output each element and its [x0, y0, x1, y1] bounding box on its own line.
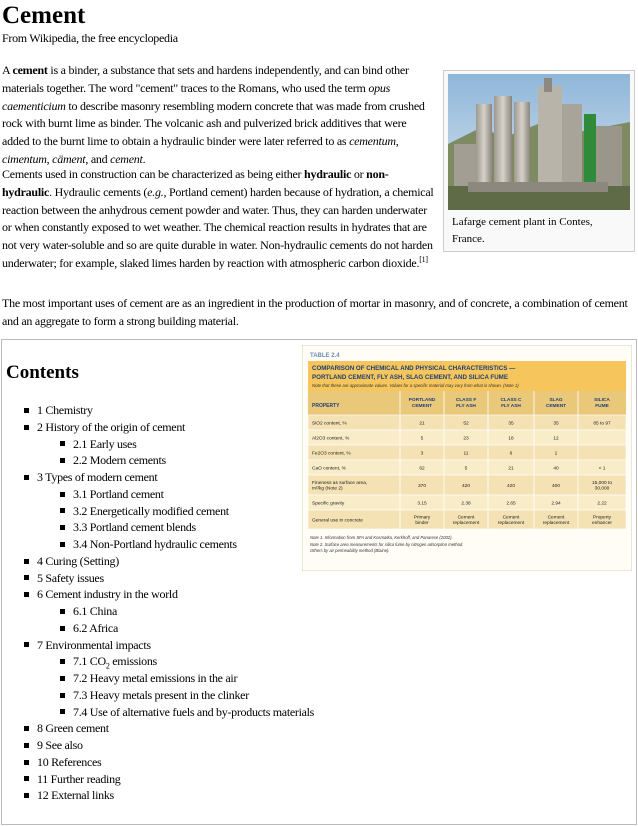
toc-item[interactable] [60, 670, 237, 686]
italic-term-cementum: cementum [349, 134, 396, 149]
toc-item[interactable] [24, 754, 101, 770]
table-cell: CaO content, % [312, 466, 346, 472]
toc-item[interactable] [24, 787, 114, 803]
italic-eg: e.g., [147, 184, 167, 199]
toc-item[interactable] [24, 553, 119, 569]
table-column-header: SLAG CEMENT [545, 398, 567, 409]
table-cell: Primary binder [413, 515, 431, 527]
toc-item[interactable] [24, 771, 120, 787]
table-cell: Al2O3 content, % [312, 436, 350, 442]
bullet-icon [24, 475, 29, 480]
text-run: , [395, 134, 399, 149]
table-cell: 5 [464, 466, 468, 472]
table-cell: 420 [506, 484, 516, 489]
table-cell: 21 [508, 466, 514, 472]
toc-item-label[interactable]: 10 References [37, 754, 102, 769]
toc-item[interactable] [24, 737, 83, 753]
page-subtitle: From Wikipedia, the free encyclopedia [2, 31, 178, 45]
table-cell: 2.22 [597, 501, 607, 507]
table-label: TABLE 2.4 [310, 353, 340, 359]
bullet-icon [24, 760, 29, 765]
toc-item[interactable] [60, 704, 314, 720]
text-run: A [2, 63, 13, 77]
toc-item-label[interactable]: 11 Further reading [37, 771, 121, 786]
text-run: , and [85, 151, 111, 166]
table-cell: 6 [509, 451, 513, 457]
bullet-icon [24, 408, 29, 413]
bold-term-hydraulic: hydraulic [304, 167, 352, 181]
toc-item-label[interactable]: 3.1 Portland cement [73, 486, 164, 501]
bullet-icon [60, 492, 65, 497]
toc-item-label[interactable]: 3.2 Energetically modified cement [73, 503, 229, 518]
table-of-contents [1, 339, 637, 825]
table-heading-1: COMPARISON OF CHEMICAL AND PHYSICAL CHARACTERISTICS — [312, 365, 516, 372]
table-cell: Cement replacement [452, 515, 480, 527]
table-cell: 2.38 [461, 501, 471, 507]
table-cell: 40 [553, 466, 559, 472]
toc-title: Contents [6, 362, 79, 383]
bullet-icon [60, 626, 65, 631]
bold-term-non-hydraulic: non-hydraulic [2, 167, 389, 199]
table-cell: 420 [461, 484, 471, 489]
table-cell: < 1 [598, 466, 606, 472]
toc-item[interactable] [60, 603, 117, 619]
toc-item-label[interactable]: 5 Safety issues [37, 570, 104, 585]
bullet-icon [60, 525, 65, 530]
table-cell: 5 [420, 436, 424, 442]
table-cell: SiO2 content, % [312, 421, 347, 427]
table-cell: 12 [553, 436, 559, 442]
table-cell: 3.15 [417, 501, 427, 507]
toc-item-label[interactable]: 2 History of the origin of cement [37, 419, 186, 434]
table-cell: Cement replacement [497, 515, 525, 527]
toc-item-label[interactable]: 12 External links [37, 788, 114, 803]
table-column-header: CLASS C FLY ASH [500, 398, 522, 409]
table-cell: Fe2O3 content, % [312, 451, 351, 457]
table-cell: 11 [463, 451, 469, 457]
bullet-icon [24, 726, 29, 731]
toc-item[interactable] [24, 570, 104, 586]
text-run: Portland cement) harden because of hydration, a chemical reaction between the anhydrous cement powder and water. Thus, they can harden underwater or when constantly exposed to wet weather. The chemical reaction results in hydrates that are not very water-soluble and so are quite durable in water. Non-hydraulic cements do not harden underwater; for example, slaked limes harden by reaction with atmospheric carbon dioxide. [2, 184, 434, 270]
toc-item-label[interactable]: 7.1 $CO_2$ emissions [73, 654, 157, 671]
italic-term-cement: cement [110, 151, 143, 166]
text-run: . Hydraulic cements ( [49, 184, 148, 199]
table-column-header: CLASS F FLY ASH [455, 398, 477, 409]
comparison-table-image [302, 345, 632, 571]
bullet-icon [24, 559, 29, 564]
toc-item-label[interactable]: 7 Environmental impacts [37, 637, 151, 652]
table-column-header: PROPERTY [312, 403, 340, 409]
plant-photo-frame [443, 70, 635, 252]
table-cell: 21 [419, 421, 425, 427]
cement-plant-photo [448, 74, 630, 210]
toc-item-label[interactable]: 4 Curing (Setting) [37, 553, 119, 568]
toc-item[interactable] [60, 519, 196, 535]
toc-item-label[interactable]: 1 Chemistry [37, 403, 93, 417]
bullet-icon [60, 508, 65, 513]
toc-item[interactable] [24, 586, 178, 602]
toc-item[interactable] [24, 419, 185, 435]
toc-item-label[interactable]: 6 Cement industry in the world [37, 587, 178, 602]
text-run: . [142, 151, 146, 166]
table-subnote: Note that these are approximate values. Values for a specific material may vary from what is shown. (Note 1) [312, 383, 519, 388]
table-heading-2: PORTLAND CEMENT, FLY ASH, SLAG CEMENT, AND SILICA FUME [312, 374, 508, 381]
table-cell: Property enhancer [591, 515, 613, 527]
bullet-icon [24, 592, 29, 597]
toc-item-label[interactable]: 3.4 Non-Portland hydraulic cements [73, 537, 237, 551]
table-cell: 18 [508, 436, 514, 442]
table-column-header: PORTLAND CEMENT [408, 398, 436, 409]
table-cell: 400 [551, 484, 561, 489]
table-cell: 35 [553, 421, 559, 427]
table-cell: 62 [419, 466, 425, 472]
toc-item[interactable] [60, 653, 157, 669]
page-title: Cement [2, 2, 86, 29]
toc-item-label[interactable]: 7.2 Heavy metal emissions in the air [73, 671, 238, 685]
bullet-icon [60, 542, 65, 547]
toc-item-label[interactable]: 3 Types of modern cement [37, 470, 158, 484]
toc-item[interactable] [60, 620, 118, 636]
toc-item-label[interactable]: 8 Green cement [37, 721, 109, 736]
italic-term-cament: cäment [52, 151, 86, 166]
text-run: or [351, 167, 367, 181]
toc-item-label[interactable]: 7.4 Use of alternative fuels and by-products materials [73, 704, 315, 719]
toc-item[interactable] [60, 436, 136, 452]
bullet-icon [60, 458, 65, 463]
bold-term-cement: cement [12, 63, 48, 77]
bullet-icon [60, 659, 65, 664]
table-note-2: Note 2. Surface area measurements for silica fume by nitrogen adsorption method. Others by air permeability method (Blaine). [310, 542, 464, 553]
toc-item-label[interactable]: 3.3 Portland cement blends [73, 520, 196, 535]
bullet-icon [24, 776, 29, 781]
italic-term-opus: opus caementicium [2, 80, 390, 113]
toc-item[interactable] [24, 469, 157, 485]
toc-item[interactable] [60, 452, 166, 468]
italic-term-cimentum: cimentum [2, 151, 47, 166]
bullet-icon [60, 609, 65, 614]
intro-paragraph-1 [2, 62, 434, 169]
table-cell: Fineness as surface area, m²/kg (Note 2) [312, 481, 368, 492]
image-caption: Lafarge cement plant in Contes, France. [452, 216, 593, 245]
table-cell: 3 [420, 451, 424, 457]
bullet-icon [60, 709, 65, 714]
toc-item-label[interactable]: 2.1 Early uses [73, 436, 137, 451]
toc-item[interactable] [60, 687, 249, 703]
table-cell: 35 [508, 421, 514, 427]
bullet-icon [24, 743, 29, 748]
table-cell: 2.65 [506, 501, 516, 507]
toc-item[interactable] [60, 486, 164, 502]
table-note-1: Note 1. Information from SFA and Kosmatka, Kerkhoff, and Panarese (2002). [310, 535, 453, 540]
text-run: Cements used in construction can be characterized as being either [2, 167, 305, 181]
text-run: to describe masonry resembling modern concrete that was made from crushed rock with burnt lime as binder. The volcanic ash and pulverized brick additives that were added to the burnt lime to obtain a hydraulic binder were later referred to as [2, 98, 425, 149]
text-run: , [46, 151, 53, 166]
bullet-icon [24, 642, 29, 647]
intro-paragraph-2 [2, 166, 434, 273]
toc-item[interactable] [60, 503, 229, 519]
bullet-icon [24, 425, 29, 430]
toc-item-label[interactable]: 2.2 Modern cements [73, 453, 166, 468]
table-cell: 1 [554, 451, 558, 457]
table-cell: Specific gravity [312, 501, 345, 507]
bullet-icon [60, 441, 65, 446]
toc-item[interactable] [24, 637, 151, 653]
toc-item-label[interactable]: 6.1 China [73, 604, 117, 618]
toc-item-label[interactable]: 9 See also [37, 738, 83, 752]
table-cell: 23 [463, 436, 469, 442]
toc-item[interactable] [24, 720, 109, 736]
table-cell: 85 to 97 [593, 421, 611, 427]
table-column-header: SILICA FUME [594, 398, 610, 409]
toc-item-label[interactable]: 6.2 Africa [73, 620, 118, 635]
bullet-icon [60, 693, 65, 698]
toc-item[interactable] [60, 536, 237, 552]
text-run: is a binder, a substance that sets and hardens independently, and can bind other materials together. The word "cement" traces to the Romans, who used the term [2, 63, 409, 95]
table-cell: 370 [417, 484, 427, 489]
bullet-icon [60, 676, 65, 681]
table-cell: General use in concrete [312, 518, 363, 524]
table-cell: Cement replacement [542, 515, 570, 527]
toc-item-label[interactable]: 7.3 Heavy metals present in the clinker [73, 687, 249, 702]
reference-link[interactable]: [1] [419, 254, 428, 264]
bullet-icon [24, 575, 29, 580]
bullet-icon [24, 793, 29, 798]
table-cell: 2.94 [551, 501, 561, 507]
toc-item[interactable] [24, 402, 93, 418]
intro-paragraph-3: The most important uses of cement are as an ingredient in the production of mortar in masonry, and of concrete, a combination of cement and an aggregate to form a strong building material. [2, 296, 628, 328]
table-cell: 52 [463, 421, 469, 427]
table-cell: 15,000 to 30,000 [591, 481, 613, 492]
